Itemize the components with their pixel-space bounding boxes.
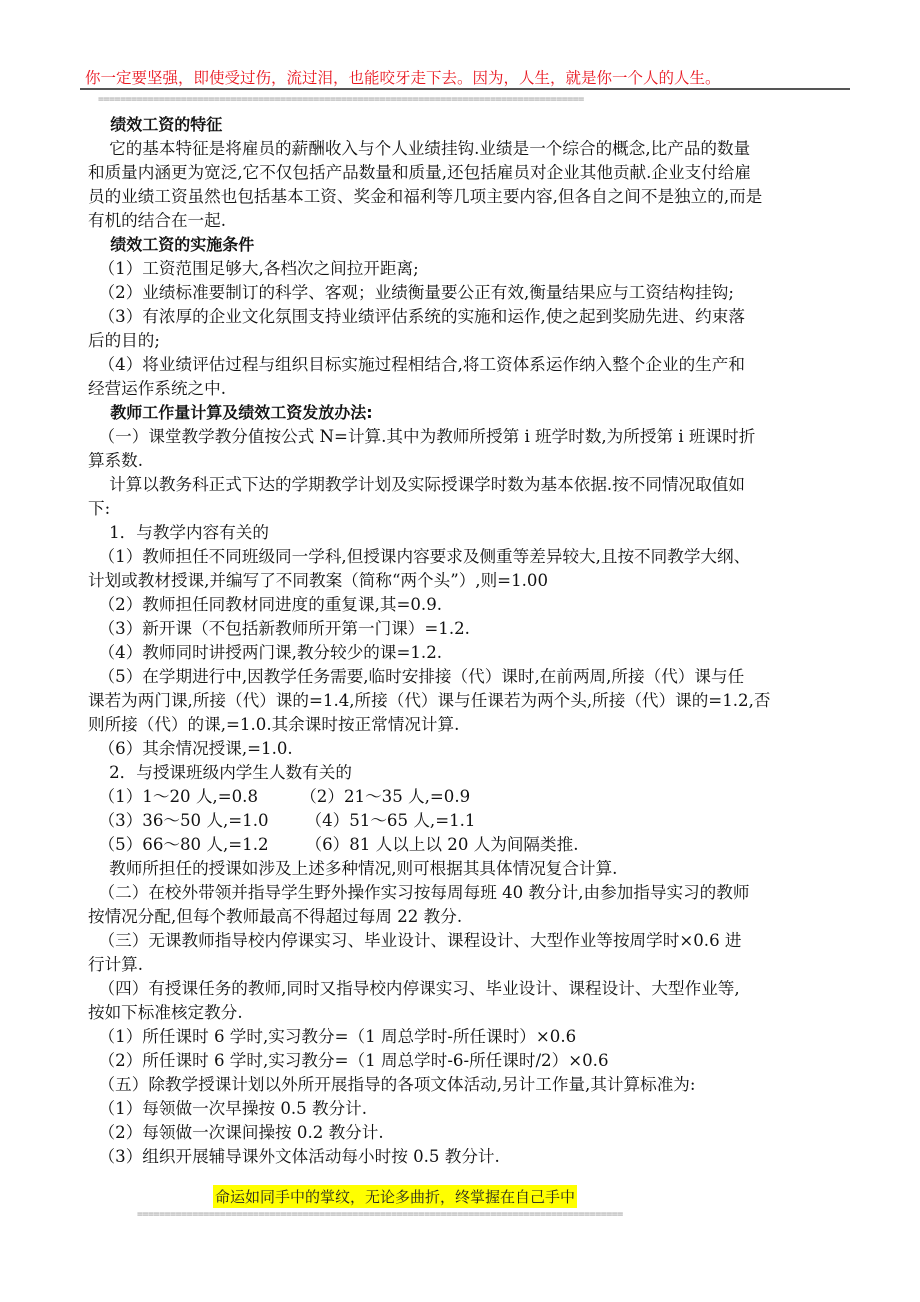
text-line: 1．与教学内容有关的 — [88, 523, 269, 542]
text-line: 它的基本特征是将雇员的薪酬收入与个人业绩挂钩.业绩是一个综合的概念,比产品的数量 — [88, 139, 751, 158]
paragraph — [88, 257, 858, 281]
text-line: （2）业绩标准要制订的科学、客观；业绩衡量要公正有效,衡量结果应与工资结构挂钩; — [88, 283, 734, 302]
paragraph — [88, 137, 858, 233]
text-line: 经营运作系统之中. — [88, 379, 227, 398]
paragraph — [88, 857, 858, 881]
text-line: 教师工作量计算及绩效工资发放办法: — [88, 403, 373, 422]
paragraph — [88, 305, 858, 353]
paragraph — [88, 1121, 858, 1145]
header-rule — [80, 88, 850, 90]
text-line: 绩效工资的实施条件 — [88, 235, 255, 254]
text-line: 按情况分配,但每个教师最高不得超过每周 22 教分. — [88, 907, 463, 926]
paragraph — [88, 761, 858, 785]
paragraph — [88, 929, 858, 977]
paragraph — [88, 1145, 858, 1169]
paragraph — [88, 1025, 858, 1049]
text-line: （1）1～20 人,=0.8 （2）21～35 人,=0.9 — [88, 787, 471, 806]
paragraph — [88, 281, 858, 305]
text-line: 行计算. — [88, 955, 144, 974]
separator-top: ======================================================================================== — [98, 95, 584, 105]
paragraph — [88, 977, 858, 1025]
paragraph — [88, 545, 858, 593]
paragraph — [88, 737, 858, 761]
text-line: （2）教师担任同教材同进度的重复课,其=0.9. — [88, 595, 443, 614]
paragraph — [88, 617, 858, 641]
section-heading — [88, 113, 858, 137]
text-line: 课若为两门课,所接（代）课的=1.4,所接（代）课与任课若为两个头,所接（代）课的=1.2,否 — [88, 691, 771, 710]
paragraph — [88, 1049, 858, 1073]
section-heading — [88, 401, 858, 425]
text-line: 有机的结合在一起. — [88, 211, 227, 230]
text-line: 则所接（代）的课,=1.0.其余课时按正常情况计算. — [88, 715, 460, 734]
paragraph — [88, 665, 858, 737]
paragraph — [88, 1073, 858, 1097]
document-body — [88, 113, 858, 1169]
paragraph — [88, 881, 858, 929]
paragraph — [88, 641, 858, 665]
text-line: 和质量内涵更为宽泛,它不仅包括产品数量和质量,还包括雇员对企业其他贡献.企业支付给雇 — [88, 163, 751, 182]
separator-bottom: ======================================================================================== — [137, 1210, 623, 1220]
paragraph — [88, 425, 858, 473]
section-heading — [88, 233, 858, 257]
text-line: （5）66～80 人,=1.2 （6）81 人以上以 20 人为间隔类推. — [88, 835, 579, 854]
text-line: （四）有授课任务的教师,同时又指导校内停课实习、毕业设计、课程设计、大型作业等, — [88, 979, 740, 998]
paragraph — [88, 1097, 858, 1121]
text-line: 教师所担任的授课如涉及上述多种情况,则可根据其具体情况复合计算. — [88, 859, 618, 878]
text-line: （3）有浓厚的企业文化氛围支持业绩评估系统的实施和运作,使之起到奖励先进、约束落 — [88, 307, 745, 326]
text-line: （5）在学期进行中,因教学任务需要,临时安排接（代）课时,在前两周,所接（代）课与任 — [88, 667, 745, 686]
paragraph — [88, 785, 858, 809]
text-line: （二）在校外带领并指导学生野外操作实习按每周每班 40 教分计,由参加指导实习的教师 — [88, 883, 750, 902]
text-line: 员的业绩工资虽然也包括基本工资、奖金和福利等几项主要内容,但各自之间不是独立的,而是 — [88, 187, 763, 206]
text-line: 绩效工资的特征 — [88, 115, 223, 134]
text-line: 计划或教材授课,并编写了不同教案（简称“两个头”）,则=1.00 — [88, 571, 549, 590]
text-line: 计算以教务科正式下达的学期教学计划及实际授课学时数为基本依据.按不同情况取值如 — [88, 475, 745, 494]
header-quote: 你一定要坚强，即使受过伤，流过泪，也能咬牙走下去。因为，人生，就是你一个人的人生。 — [85, 69, 721, 87]
text-line: （3）新开课（不包括新教师所开第一门课）=1.2. — [88, 619, 470, 638]
paragraph — [88, 473, 858, 521]
text-line: （2）每领做一次课间操按 0.2 教分计. — [88, 1123, 384, 1142]
text-line: （三）无课教师指导校内停课实习、毕业设计、课程设计、大型作业等按周学时×0.6 进 — [88, 931, 742, 950]
text-line: （2）所任课时 6 学时,实习教分=（1 周总学时-6-所任课时/2）×0.6 — [88, 1051, 609, 1070]
text-line: （3）36～50 人,=1.0 （4）51～65 人,=1.1 — [88, 811, 476, 830]
text-line: （1）工资范围足够大,各档次之间拉开距离; — [88, 259, 419, 278]
text-line: （4）教师同时讲授两门课,教分较少的课=1.2. — [88, 643, 443, 662]
text-line: （1）教师担任不同班级同一学科,但授课内容要求及侧重等差异较大,且按不同教学大纲、 — [88, 547, 751, 566]
text-line: 算系数. — [88, 451, 144, 470]
text-line: （1）每领做一次早操按 0.5 教分计. — [88, 1099, 368, 1118]
text-line: （6）其余情况授课,=1.0. — [88, 739, 293, 758]
text-line: 下: — [88, 499, 111, 518]
text-line: （1）所任课时 6 学时,实习教分=（1 周总学时-所任课时）×0.6 — [88, 1027, 577, 1046]
paragraph — [88, 833, 858, 857]
text-line: （五）除教学授课计划以外所开展指导的各项文体活动,另计工作量,其计算标准为: — [88, 1075, 696, 1094]
text-line: （4）将业绩评估过程与组织目标实施过程相结合,将工资体系运作纳入整个企业的生产和 — [88, 355, 745, 374]
text-line: （3）组织开展辅导课外文体活动每小时按 0.5 教分计. — [88, 1147, 500, 1166]
paragraph — [88, 809, 858, 833]
text-line: 2．与授课班级内学生人数有关的 — [88, 763, 352, 782]
paragraph — [88, 353, 858, 401]
text-line: （一）课堂教学教分值按公式 N=计算.其中为教师所授第 i 班学时数,为所授第 i 班课时折 — [88, 427, 756, 446]
footer-quote: 命运如同手中的掌纹，无论多曲折，终掌握在自己手中 — [213, 1185, 577, 1208]
text-line: 按如下标准核定教分. — [88, 1003, 243, 1022]
paragraph — [88, 521, 858, 545]
text-line: 后的目的; — [88, 331, 160, 350]
paragraph — [88, 593, 858, 617]
